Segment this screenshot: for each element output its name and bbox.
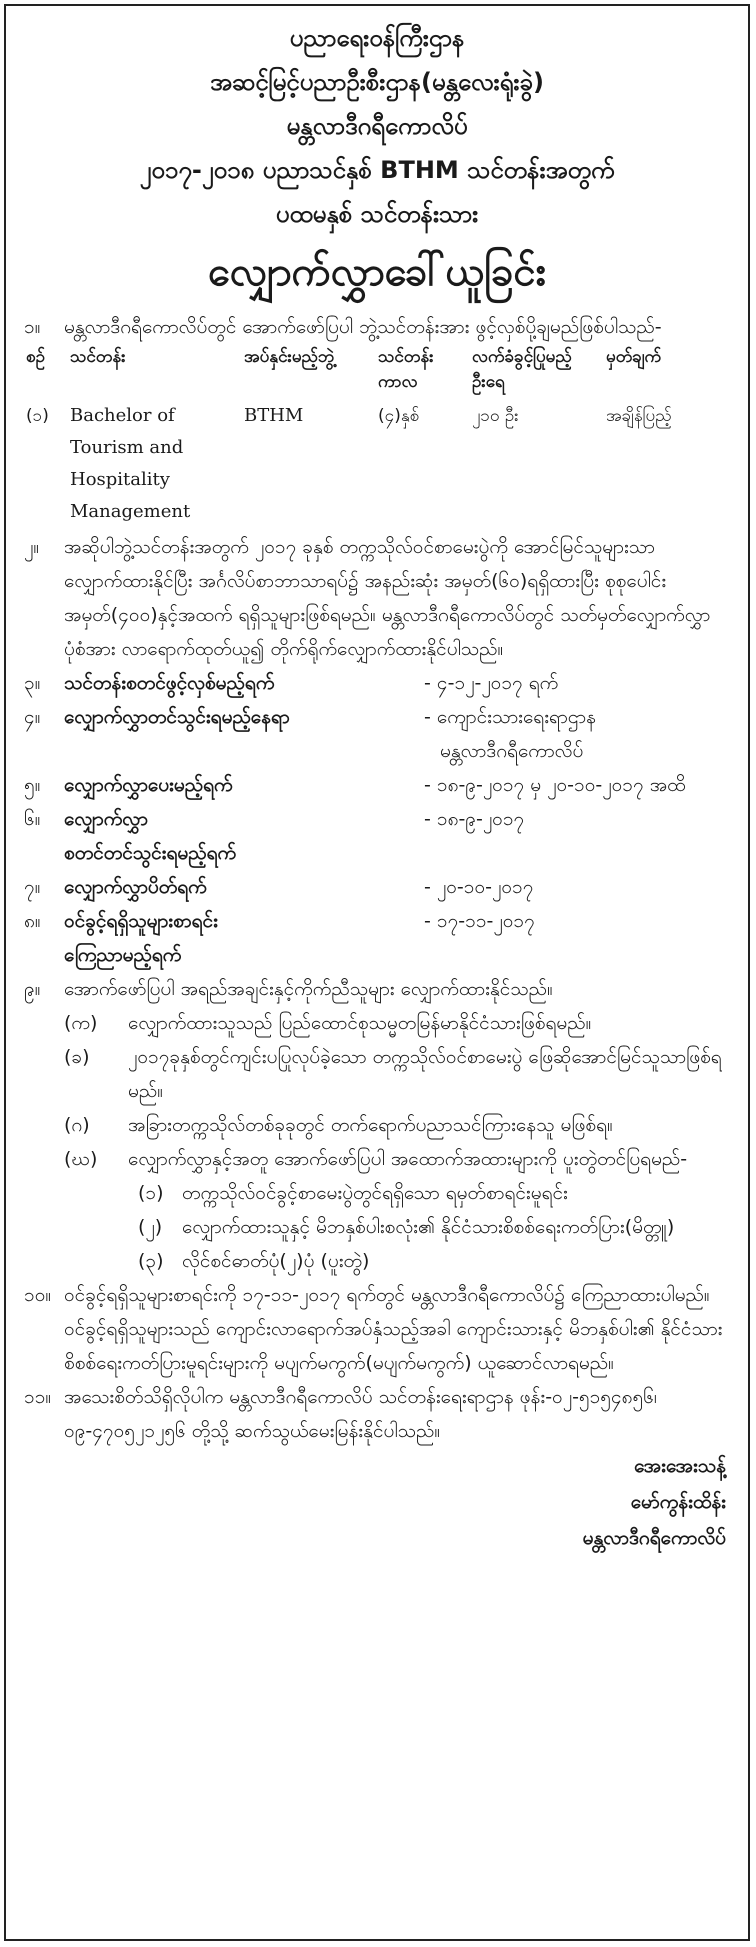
program-table [24, 344, 730, 530]
section-text: အောက်ဖော်ပြပါ အရည်အချင်းနှင့်ကိုက်ညီသူများ လျှောက်ထားနိုင်သည်။ [64, 978, 553, 1000]
schedule-label: လျှောက်လွှာပေးမည့်ရက် [64, 774, 233, 796]
schedule-number: ၆။ [24, 808, 41, 830]
item-text: လျှောက်ထားသူသည် ပြည်ထောင်စုသမ္မတမြန်မာနိုင်ငံသားဖြစ်ရမည်။ [128, 1012, 592, 1034]
eligibility-item [24, 1142, 730, 1176]
item-mark: (၁) [138, 1182, 164, 1204]
section-number: ၂။ [24, 536, 40, 558]
schedule-number: ၄။ [24, 706, 41, 728]
item-mark: (ဂ) [64, 1114, 90, 1136]
section-text: အသေးစိတ်သိရှိလိုပါက မန္တလာဒီဂရီကောလိပ် သင်တန်းရေးရာဌာန ဖုန်း-၀၂-၅၁၅၄၈၅၆၊ ၀၉-၄၇၀၅၂၁၂၅၆ တို့သို့ ဆက်သွယ်မေးမြန်းနိုင်ပါသည်။ [64, 1386, 657, 1442]
item-mark: (ခ) [64, 1046, 90, 1068]
schedule-item [24, 700, 730, 768]
section-2 [24, 530, 730, 666]
program-line: ၂၀၁၇-၂၀၁၈ ပညာသင်နှစ် BTHM သင်တန်းအတွက် [139, 156, 615, 184]
notice-frame [4, 4, 750, 1941]
section-text: ဝင်ခွင့်ရရှိသူများစာရင်းကို ၁၇-၁၁-၂၀၁၇ ရက်တွင် မန္တလာဒီဂရီကောလိပ်၌ ကြေညာထားပါမည်။ ဝင်ခွင့်ရရှိသူများသည် ကျောင်းလာရောက်အပ်နှံသည့်အခါ ကျောင်းသားနှင့် မိဘနှစ်ပါး၏ နိုင်ငံသားစိစစ်ရေးကတ်ပြားမူရင်းများကို မပျက်မကွက်(မပျက်မကွက်) ယူဆောင်လာရမည်။ [64, 1284, 723, 1374]
schedule-label: လျှောက်လွှာပိတ်ရက် [64, 876, 207, 898]
signatory-title: မော်ကွန်းထိန်း [630, 1491, 726, 1513]
item-mark: (ဃ) [64, 1148, 98, 1170]
section-number: ၁။ [24, 316, 41, 338]
header-course: သင်တန်း [70, 347, 126, 367]
schedule-label-line2: ကြေညာမည့်ရက် [64, 944, 182, 966]
item-text: တက္ကသိုလ်ဝင်ခွင့်စာမေးပွဲတွင်ရရှိသော ရမှတ်စာရင်းမူရင်း [182, 1182, 568, 1204]
item-text: ၂၀၁၇ခုနှစ်တွင်ကျင်းပပြုလုပ်ခဲ့သော တက္ကသိုလ်ဝင်စာမေးပွဲ ဖြေဆိုအောင်မြင်သူသာဖြစ်ရမည်။ [128, 1046, 722, 1102]
header-intake: လက်ခံခွင့်ပြုမည့်ဦးရေ [472, 347, 572, 392]
schedule-value: - ၂၀-၁၀-၂၀၁၇ [424, 876, 534, 898]
table-header-row [24, 344, 730, 398]
college-name: မန္တလာဒီဂရီကောလိပ် [286, 112, 468, 140]
year-line: ပထမနှစ် သင်တန်းသား [275, 200, 479, 228]
table-row [24, 398, 730, 530]
schedule-value: - ၁၇-၁၁-၂၀၁၇ [424, 910, 535, 932]
schedule-number: ၈။ [24, 910, 41, 932]
schedule-item [24, 802, 730, 870]
item-text: အခြားတက္ကသိုလ်တစ်ခုခုတွင် တက်ရောက်ပညာသင်ကြားနေသူ မဖြစ်ရ။ [128, 1114, 613, 1136]
section-number: ၉။ [24, 978, 41, 1000]
cell-intake: ၂၁၀ ဦး [472, 406, 519, 426]
schedule-value: - ကျောင်းသားရေးရာဌာန [424, 706, 596, 728]
section-text: အဆိုပါဘွဲ့သင်တန်းအတွက် ၂၀၁၇ ခုနှစ် တက္ကသိုလ်ဝင်စာမေးပွဲကို အောင်မြင်သူများသာ လျှောက်ထားနိုင်ပြီး အင်္ဂလိပ်စာဘာသာရပ်၌ အနည်းဆုံး အမှတ်(၆၀)ရရှိထားပြီး စုစုပေါင်းအမှတ်(၄၀၀)နှင့်အထက် ရရှိသူများဖြစ်ရမည်။ မန္တလာဒီဂရီကောလိပ်တွင် သတ်မှတ်လျှောက်လွှာပုံစံအား လာရောက်ထုတ်ယူ၍ တိုက်ရိုက်လျှောက်ထားနိုင်ပါသည်။ [64, 536, 711, 660]
header-remark: မှတ်ချက် [606, 347, 662, 367]
schedule-value-line2: မန္တလာဒီဂရီကောလိပ် [440, 740, 584, 762]
section-11 [24, 1380, 730, 1448]
schedule-label: လျှောက်လွှာတင်သွင်းရမည့်နေရာ [64, 706, 290, 728]
schedule-value: - ၁၈-၉-၂၀၁၇ မှ ၂၀-၁၀-၂၀၁၇ အထိ [424, 774, 686, 796]
department-name: အဆင့်မြင့်ပညာဦးစီးဌာန(မန္တလေးရုံးခွဲ) [209, 68, 544, 96]
ministry-name: ပညာရေးဝန်ကြီးဌာန [289, 24, 465, 52]
document-item [24, 1176, 730, 1210]
item-mark: (၃) [138, 1250, 164, 1272]
section-10 [24, 1278, 730, 1380]
section-number: ၁၀။ [24, 1284, 52, 1306]
notice-content [6, 6, 748, 1556]
header-serial: စဉ် [26, 347, 45, 367]
eligibility-item [24, 1006, 730, 1040]
section-text: မန္တလာဒီဂရီကောလိပ်တွင် အောက်ဖော်ပြပါ ဘွဲ့သင်တန်းအား ဖွင့်လှစ်ပို့ချမည်ဖြစ်ပါသည်- [64, 316, 662, 338]
cell-course: Bachelor of Tourism and Hospitality Management [70, 405, 191, 522]
section-9 [24, 972, 730, 1006]
signature-block [24, 1448, 730, 1556]
schedule-label: ဝင်ခွင့်ရရှိသူများစာရင်း [64, 910, 218, 932]
schedule-number: ၅။ [24, 774, 41, 796]
section-number: ၁၁။ [24, 1386, 52, 1408]
header-duration: သင်တန်းကာလ [378, 347, 434, 392]
schedule-item [24, 768, 730, 802]
signatory-name: အေးအေးသန့် [634, 1455, 726, 1477]
cell-degree: BTHM [244, 405, 304, 426]
schedule-value: - ၄-၁၂-၂၀၁၇ ရက် [424, 672, 559, 694]
eligibility-item [24, 1040, 730, 1108]
schedule-label: လျှောက်လွှာ [64, 808, 148, 830]
schedule-item [24, 904, 730, 972]
document-item [24, 1244, 730, 1278]
eligibility-item [24, 1108, 730, 1142]
schedule-number: ၃။ [24, 672, 41, 694]
notice-title: လျှောက်လွှာခေါ်ယူခြင်း [208, 249, 546, 295]
signatory-college: မန္တလာဒီဂရီကောလိပ် [582, 1527, 726, 1549]
schedule-list [24, 666, 730, 972]
section-1 [24, 310, 730, 344]
cell-serial: (၁) [26, 406, 49, 426]
cell-remark: အချိန်ပြည့် [606, 406, 672, 426]
document-item [24, 1210, 730, 1244]
item-text: လိုင်စင်ဓာတ်ပုံ(၂)ပုံ (ပူးတွဲ) [182, 1250, 370, 1272]
header-degree: အပ်နှင်းမည့်ဘွဲ့ [244, 347, 335, 367]
item-text: လျှောက်ထားသူနှင့် မိဘနှစ်ပါးစလုံး၏ နိုင်ငံသားစိစစ်ရေးကတ်ပြား(မိတ္တူ) [182, 1216, 675, 1238]
schedule-item [24, 870, 730, 904]
item-text: လျှောက်လွှာနှင့်အတူ အောက်ဖော်ပြပါ အထောက်အထားများကို ပူးတွဲတင်ပြရမည်- [128, 1148, 688, 1170]
schedule-value: - ၁၈-၉-၂၀၁၇ [424, 808, 525, 830]
schedule-label: သင်တန်းစတင်ဖွင့်လှစ်မည့်ရက် [64, 672, 275, 694]
notice-header [24, 16, 730, 236]
cell-duration: (၄)နှစ် [378, 406, 420, 426]
schedule-item [24, 666, 730, 700]
schedule-label-line2: စတင်တင်သွင်းရမည့်ရက် [64, 842, 237, 864]
item-mark: (က) [64, 1012, 98, 1034]
item-mark: (၂) [138, 1216, 163, 1238]
schedule-number: ၇။ [24, 876, 41, 898]
